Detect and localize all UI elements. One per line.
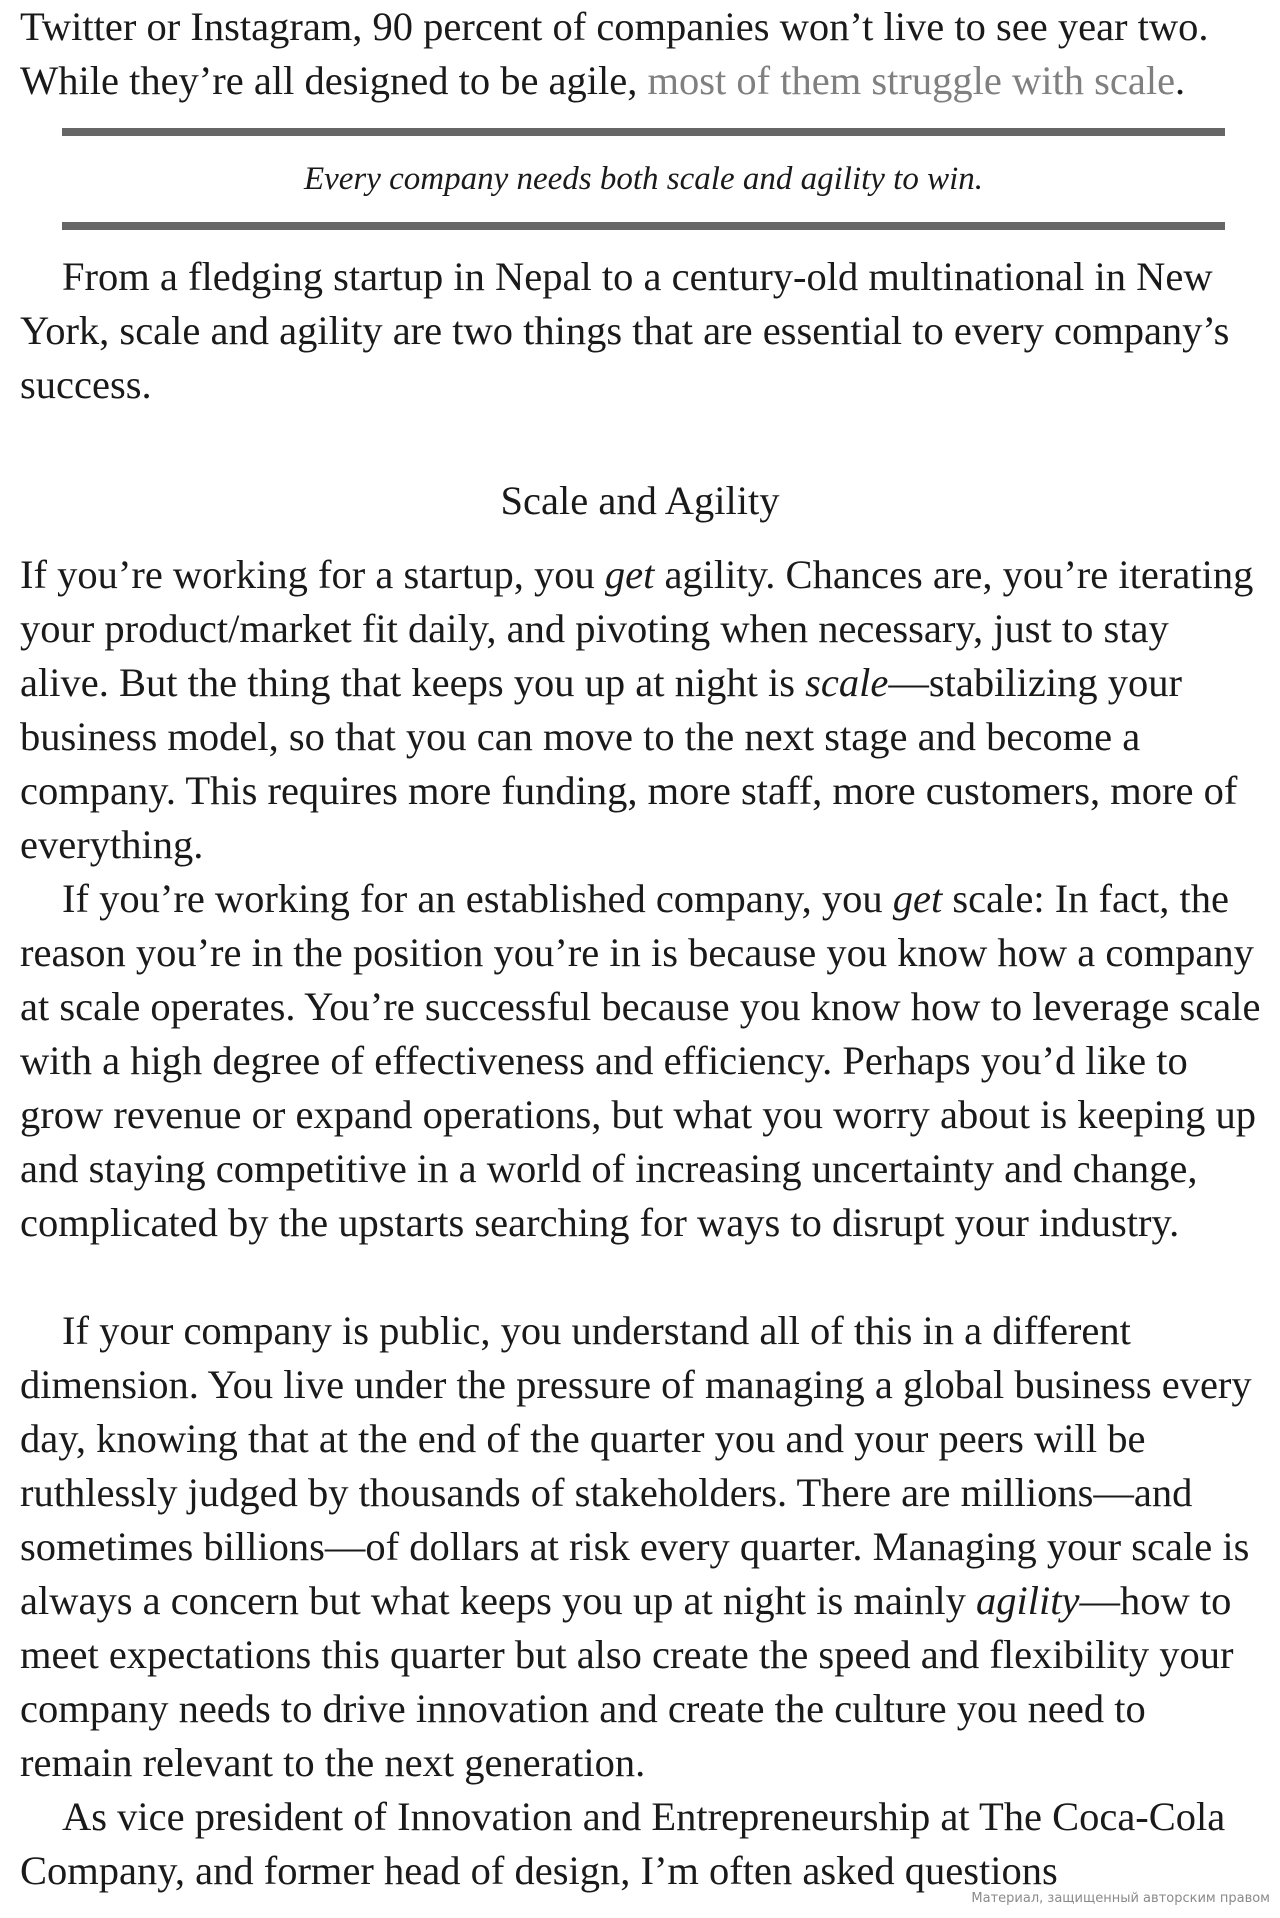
paragraph-public-emphasis-agility: agility bbox=[976, 1578, 1080, 1623]
paragraph-intro: From a fledging startup in Nepal to a century-old multinational in New York, scale and agility are two things that are essential to every company’s success. bbox=[20, 254, 1230, 407]
pullquote-bottom-rule bbox=[62, 222, 1225, 230]
section-heading: Scale and Agility bbox=[500, 478, 780, 523]
paragraph-public bbox=[20, 1304, 1265, 1790]
paragraph-established bbox=[20, 872, 1265, 1250]
paragraph-established-emphasis-get: get bbox=[892, 876, 943, 921]
paragraph-startup-emphasis-get: get bbox=[604, 552, 655, 597]
paragraph-startup-text-2: agility. Chances are, you’re iterating your product/market fit daily, and pivoting when necessary, just to stay alive. But the thing that keeps you up at night is bbox=[20, 552, 1254, 705]
intro-line-2-prefix: While they’re all designed to be agile, bbox=[20, 58, 648, 103]
paragraph-vice-president: As vice president of Innovation and Entrepreneurship at The Coca-Cola Company, and former head of design, I’m often asked questions bbox=[20, 1794, 1226, 1893]
paragraph-startup-emphasis-scale: scale bbox=[805, 660, 889, 705]
pullquote-top-rule bbox=[62, 128, 1225, 136]
paragraph-established-text-1: If you’re working for an established company, you bbox=[62, 876, 893, 921]
paragraph-startup-text-1: If you’re working for a startup, you bbox=[20, 552, 605, 597]
intro-line-2-suffix: . bbox=[1175, 58, 1186, 103]
paragraph-public-text-1: If your company is public, you understand all of this in a different dimension. You live under the pressure of managing a global business every day, knowing that at the end of the quarter you and your peers will be ruthlessly judged by thousands of stakeholders. There are millions—and sometimes billions—of dollars at risk every quarter. Managing your scale is always a concern but what keeps you up at night is mainly bbox=[20, 1308, 1252, 1623]
copyright-watermark: Материал, защищенный авторским правом bbox=[971, 1891, 1270, 1906]
intro-line-1: Twitter or Instagram, 90 percent of companies won’t live to see year two. bbox=[20, 4, 1209, 49]
pullquote: Every company needs both scale and agility to win. bbox=[303, 161, 984, 197]
paragraph-startup bbox=[20, 548, 1265, 872]
intro-paragraph bbox=[20, 0, 1265, 108]
paragraph-public-text-2: —how to meet expectations this quarter but also create the speed and flexibility your company needs to drive innovation and create the culture you need to remain relevant to the next generation. bbox=[20, 1578, 1234, 1785]
scale-struggle-link[interactable]: most of them struggle with scale bbox=[647, 58, 1176, 103]
paragraph-established-text-2: scale: In fact, the reason you’re in the position you’re in is because you know how a company at scale operates. You’re successful because you know how to leverage scale with a high degree of effectiveness and efficiency. Perhaps you’d like to grow revenue or expand operations, but what you worry about is keeping up and staying competitive in a world of increasing uncertainty and change, complicated by the upstarts searching for ways to disrupt your industry. bbox=[20, 876, 1261, 1245]
paragraph-startup-text-3: —stabilizing your business model, so that you can move to the next stage and become a company. This requires more funding, more staff, more customers, more of everything. bbox=[20, 660, 1238, 867]
